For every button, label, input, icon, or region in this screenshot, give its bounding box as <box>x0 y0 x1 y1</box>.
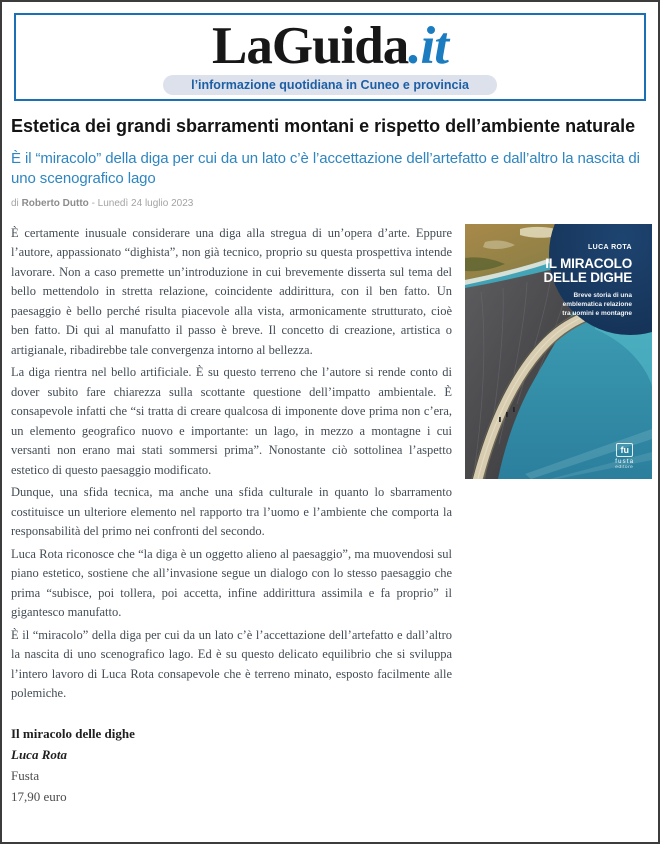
cover-title-line2: DELLE DIGHE <box>543 270 632 286</box>
paragraph: È il “miracolo” della diga per cui da un lato c’è l’accettazione dell’artefatto e dall’altro la nascita di uno scenografico lago. Ed è su questo delicato equilibrio che si sviluppa l’intero lavoro di Luca Rota consapevole che è terreno minato, esposto facilmente alle polemiche. <box>11 627 452 701</box>
logo-suffix: .it <box>408 17 448 75</box>
publisher-mark: fu <box>616 443 633 457</box>
byline-prefix: di <box>11 197 19 209</box>
site-logo[interactable] <box>16 17 644 75</box>
byline <box>11 198 649 209</box>
headline: Estetica dei grandi sbarramenti montani e rispetto dell’ambiente naturale <box>11 116 636 136</box>
article-body <box>11 224 652 707</box>
cover-text-block <box>543 244 632 318</box>
logo-text: LaGuida <box>212 17 409 75</box>
book-info <box>11 727 649 803</box>
book-publisher: Fusta <box>11 767 40 783</box>
cover-subtitle-line2: emblematica relazione <box>562 301 632 309</box>
byline-author: Roberto Dutto <box>21 197 89 209</box>
book-cover-image <box>465 224 652 479</box>
publisher-name: fusta <box>615 458 635 465</box>
publisher-logo <box>613 440 636 471</box>
cover-subtitle-line3: tra uomini e montagne <box>562 310 632 318</box>
paragraph: È certamente inusuale considerare una diga alla stregua di un’opera d’arte. Eppure l’autore, appassionato “dighista”, non già tecnico, proprio su questa prospettiva intende lavorare. Non a caso premette un’introduzione in cui brevemente disserta sul tema del bello mettendolo in stretta relazione, coincidente addirittura, con il ben fatto. Un paesaggio è bello perché risulta piacevole alla vista, armonicamente strutturato, cioè ben fatto. Di qui al manufatto il passo è breve. Il concetto di creazione, artistica o artigianale, ribadirebbe tale convergenza intorno al bellezza. <box>11 225 452 357</box>
cover-subtitle <box>543 291 632 318</box>
book-author: Luca Rota <box>11 746 67 762</box>
byline-date: - Lunedì 24 luglio 2023 <box>91 197 194 209</box>
paragraph: Luca Rota riconosce che “la diga è un oggetto alieno al paesaggio”, ma muovendosi sul piano estetico, sostiene che all’invasione segue un dialogo con lo stesso paesaggio che prima “subisce, poi tollera, poi accetta, infine addirittura assimila e fa proprio” il gigantesco manufatto. <box>11 546 452 620</box>
tagline-pill: l’informazione quotidiana in Cuneo e provincia <box>163 75 497 95</box>
subheadline: È il “miracolo” della diga per cui da un lato c’è l’accettazione dell’artefatto e dall’altro la nascita di uno scenografico lago <box>11 150 640 188</box>
book-title: Il miracolo delle dighe <box>11 725 135 741</box>
cover-subtitle-line1: Breve storia di una <box>573 292 632 300</box>
publisher-sub: editore <box>615 464 634 470</box>
book-price: 17,90 euro <box>11 788 67 804</box>
paragraph: Dunque, una sfida tecnica, ma anche una sfida culturale in quanto lo sbarramento costituisce un ulteriore elemento nel rapporto tra l’uomo e l’ambiente che comporta la responsabilità del primo nei confronti del secondo. <box>11 485 452 539</box>
cover-author: LUCA ROTA <box>587 243 632 251</box>
article-text <box>11 224 452 707</box>
site-header[interactable] <box>14 13 646 101</box>
paragraph: La diga rientra nel bello artificiale. È su questo terreno che l’autore si rende conto di dover subito fare chiarezza sulla scottante questione dell’impatto ambientale. È consapevole infatti che “si tratta di creare qualcosa di imponente dove prima non c’era, un elemento geografico nuovo e importante: un lago, in mezzo a montagne i cui versanti non erano mai stati sommersi prima”. Nonostante ciò sottolinea l’aspetto estetico di questo paesaggio modificato. <box>11 365 452 477</box>
cover-title-line1: IL MIRACOLO <box>545 255 632 271</box>
